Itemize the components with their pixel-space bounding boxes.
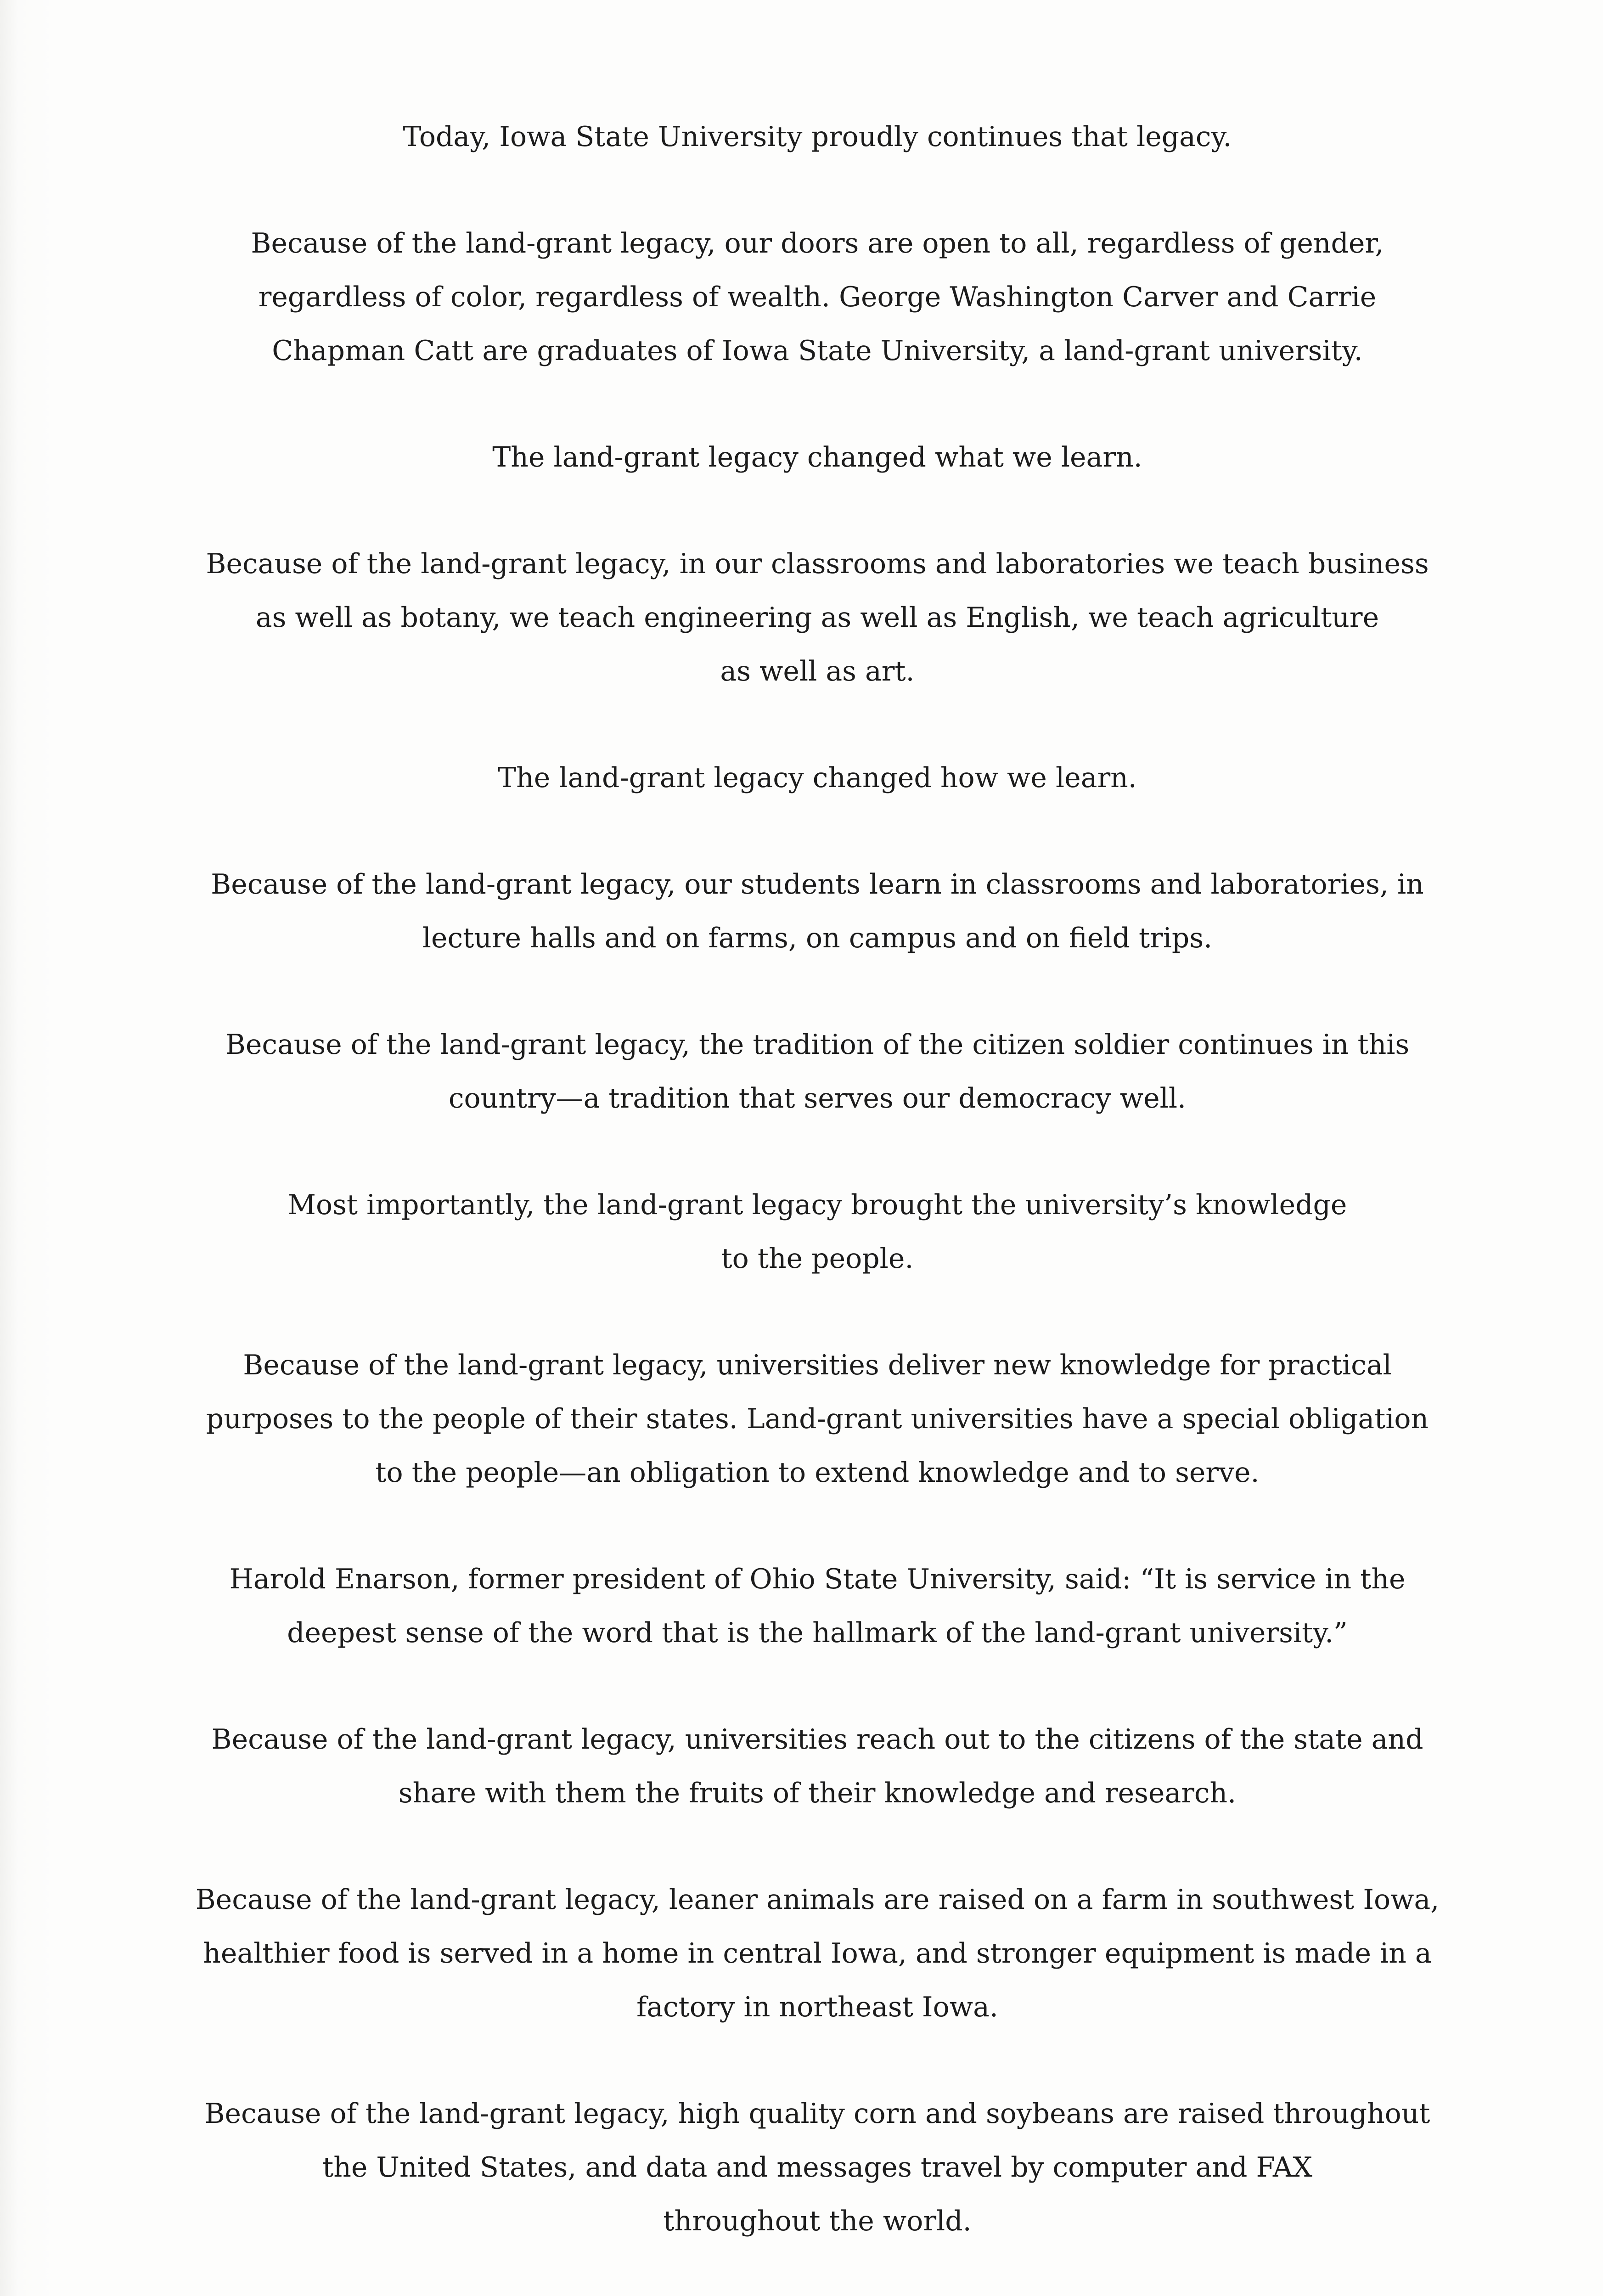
paragraph-citizen-soldier: Because of the land-grant legacy, the tradition of the citizen soldier continues in this country—a tradition that serves our democracy well.: [225, 1029, 1410, 1114]
paragraph-classrooms-teach: Because of the land-grant legacy, in our classrooms and laboratories we teach business as well as botany, we teach engineering as well as English, we teach agriculture as well as art.: [206, 548, 1429, 687]
paragraph-students-learn: Because of the land-grant legacy, our students learn in classrooms and laboratories, in lecture halls and on farms, on campus and on field trips.: [211, 868, 1424, 954]
paragraph-doors-open: Because of the land-grant legacy, our doors are open to all, regardless of gender, regardless of color, regardless of wealth. George Washington Carver and Carrie Chapman Catt are graduates of Iowa State University, a land-grant university.: [251, 227, 1384, 367]
paragraph-iowa-farms: Because of the land-grant legacy, leaner animals are raised on a farm in southwest Iowa, healthier food is served in a home in central Iowa, and stronger equipment is made in a factory in northeast Iowa.: [195, 1884, 1440, 2023]
paragraph-new-knowledge: Because of the land-grant legacy, universities deliver new knowledge for practical purposes to the people of their states. Land-grant universities have a special obligation to the people—an obligation to extend knowledge and to serve.: [206, 1349, 1429, 1489]
paragraph-corn-soybeans: Because of the land-grant legacy, high quality corn and soybeans are raised throughout the United States, and data and messages travel by computer and FAX throughout the world.: [204, 2098, 1430, 2237]
paragraph-knowledge-to-people: Most importantly, the land-grant legacy brought the university’s knowledge to the people.: [287, 1189, 1347, 1275]
paragraph-continues-legacy: Today, Iowa State University proudly continues that legacy.: [403, 121, 1232, 153]
paragraph-enarson-quote: Harold Enarson, former president of Ohio State University, said: “It is service in the deepest sense of the word that is the hallmark of the land-grant university.”: [229, 1563, 1406, 1649]
paragraph-reach-out: Because of the land-grant legacy, universities reach out to the citizens of the state and share with them the fruits of their knowledge and research.: [211, 1723, 1423, 1809]
paragraph-how-we-learn: The land-grant legacy changed how we learn.: [498, 762, 1137, 794]
body-text: [193, 110, 1442, 2248]
paragraph-what-we-learn: The land-grant legacy changed what we learn.: [492, 441, 1142, 473]
